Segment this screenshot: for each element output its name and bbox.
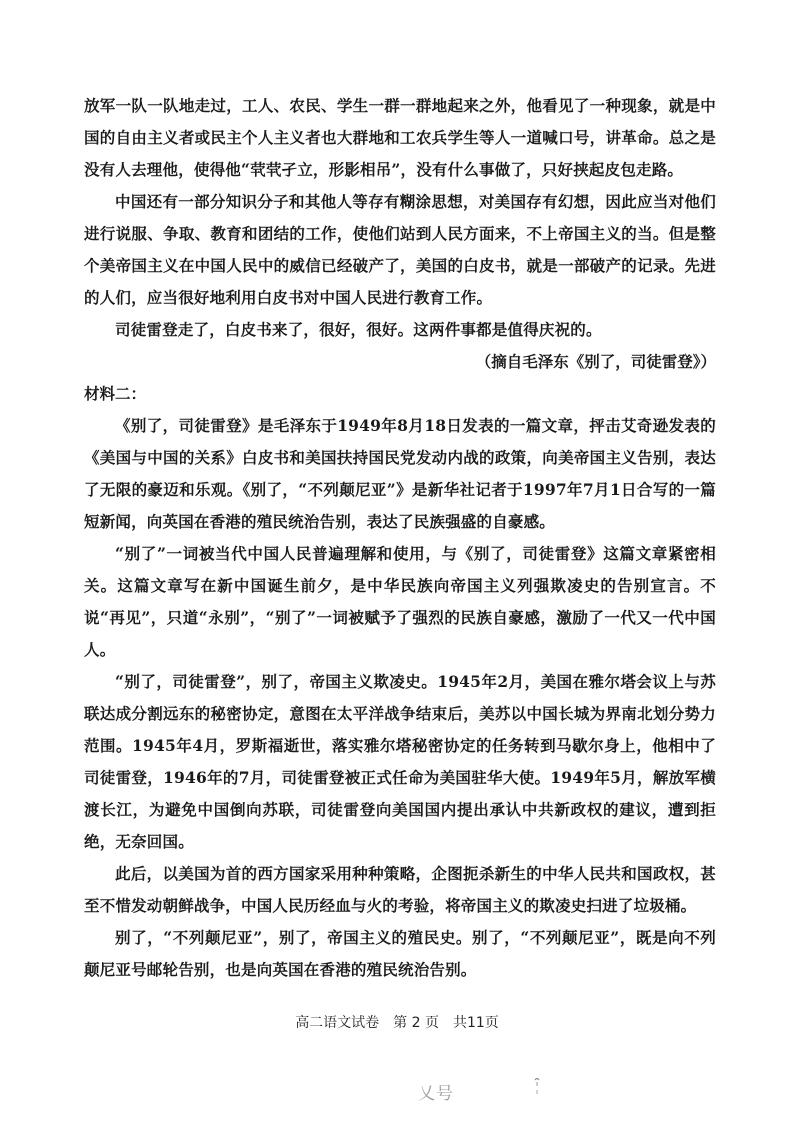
- material-2-paragraph: 别了，“不列颠尼亚”，别了，帝国主义的殖民史。别了，“不列颠尼亚”，既是向不列颠尼亚号邮轮告别，也是向英国在香港的殖民统治告别。: [84, 928, 716, 979]
- material-2-paragraph: “别了”一词被当代中国人民普遍理解和使用，与《别了，司徒雷登》这篇文章紧密相关。这篇文章写在新中国诞生前夕，是中华民族向帝国主义列强欺凌史的告别宣言。不说“再见”，只道“永别”，“别了”一词被赋予了强烈的民族自豪感，激励了一代又一代中国人。: [84, 544, 716, 659]
- material-2-paragraph: 《别了，司徒雷登》是毛泽东于1949年8月18日发表的一篇文章，抨击艾奇逊发表的《美国与中国的关系》白皮书和美国扶持国民党发动内战的政策，向美帝国主义告别，表达了无限的豪迈和乐观。《别了，“不列颠尼亚”》是新华社记者于1997年7月1日合写的一篇短新闻，向英国在香港的殖民统治告别，表达了民族强盛的自豪感。: [84, 416, 716, 531]
- paragraph-intellectuals: 中国还有一部分知识分子和其他人等存有糊涂思想，对美国存有幻想，因此应当对他们进行说服、争取、教育和团结的工作，使他们站到人民方面来，不上帝国主义的当。但是整个美帝国主义在中国人民中的威信已经破产了，美国的白皮书，就是一部破产的记录。先进的人们，应当很好地利用白皮书对中国人民进行教育工作。: [84, 192, 716, 307]
- stray-mark-text: 乂号: [418, 1084, 454, 1104]
- paragraph-continued: 放军一队一队地走过，工人、农民、学生一群一群地起来之外，他看见了一种现象，就是中国的自由主义者或民主个人主义者也大群地和工农兵学生等人一道喊口号，讲革命。总之是没有人去理他，使得他“茕茕孑立，形影相吊”，没有什么事做了，只好挟起皮包走路。: [84, 96, 716, 179]
- source-citation: （摘自毛泽东《别了，司徒雷登》）: [475, 352, 716, 371]
- stray-mark-icon: [534, 1078, 540, 1098]
- page-body: [84, 90, 716, 986]
- paragraph-celebration: 司徒雷登走了，白皮书来了，很好，很好。这两件事都是值得庆祝的。: [115, 320, 602, 339]
- material-2-heading: 材料二：: [84, 384, 147, 403]
- material-2-paragraph: “别了，司徒雷登”，别了，帝国主义欺凌史。1945年2月，美国在雅尔塔会议上与苏联达成分割远东的秘密协定，意图在太平洋战争结束后，美苏以中国长城为界南北划分势力范围。1945年4月，罗斯福逝世，落实雅尔塔秘密协定的任务转到马歇尔身上，他相中了司徒雷登，1946年的7月，司徒雷登被正式任命为美国驻华大使。1949年5月，解放军横渡长江，为避免中国倒向苏联，司徒雷登向美国国内提出承认中共新政权的建议，遭到拒绝，无奈回国。: [84, 672, 716, 851]
- material-2-paragraph: 此后，以美国为首的西方国家采用种种策略，企图扼杀新生的中华人民共和国政权，甚至不惜发动朝鲜战争，中国人民历经血与火的考验，将帝国主义的欺凌史扫进了垃圾桶。: [84, 864, 716, 915]
- page-footer: 高二语文试卷 第 2 页 共11页: [295, 1015, 499, 1031]
